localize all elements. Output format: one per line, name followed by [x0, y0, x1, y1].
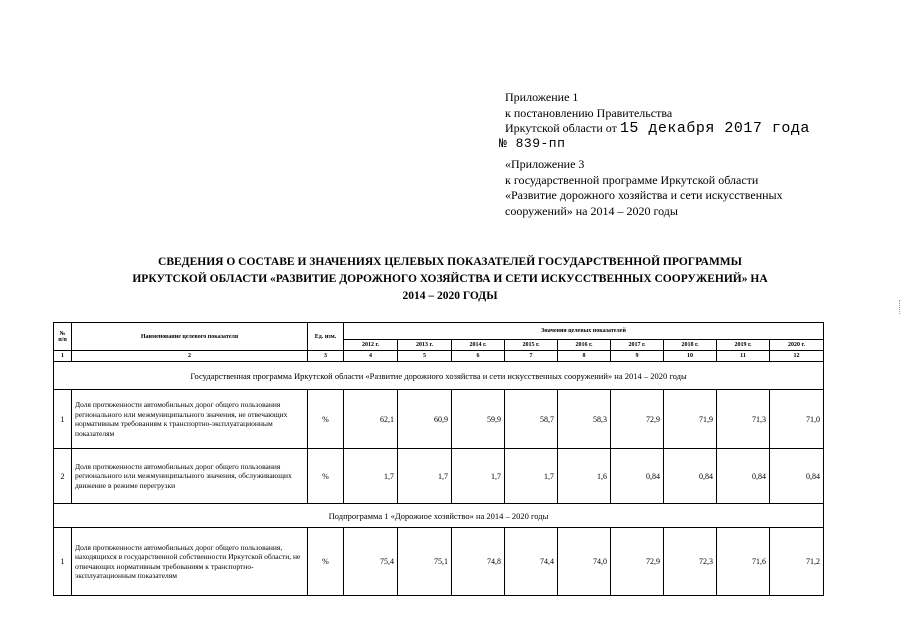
col-number: 2: [72, 351, 308, 362]
indicator-name: Доля протяженности автомобильных дорог общего пользования, находящихся в государственной собственности Иркутской области, не отвечающих нормативным требованиям к транспортно-эксплуатационным показателям: [72, 528, 308, 596]
indicator-value: 71,9: [664, 390, 717, 449]
col-number: 9: [611, 351, 664, 362]
indicator-value: 72,9: [611, 390, 664, 449]
indicator-value: 71,2: [770, 528, 824, 596]
row-number: 2: [54, 449, 72, 504]
indicator-value: 58,3: [558, 390, 611, 449]
row-number: 1: [54, 528, 72, 596]
indicator-value: 58,7: [505, 390, 558, 449]
indicators-table: [53, 322, 824, 596]
indicator-value: 75,1: [398, 528, 452, 596]
year-header: 2018 г.: [664, 340, 717, 351]
program-appendix-line-1: «Приложение 3: [505, 157, 585, 171]
col-header-number: № п/п: [54, 323, 72, 351]
col-header-unit: Ед. изм.: [308, 323, 344, 351]
indicator-value: 1,7: [505, 449, 558, 504]
col-number: 1: [54, 351, 72, 362]
title-line-2: ИРКУТСКОЙ ОБЛАСТИ «РАЗВИТИЕ ДОРОЖНОГО ХОЗЯЙСТВА И СЕТИ ИСКУССТВЕННЫХ СООРУЖЕНИЙ» НА: [132, 273, 768, 285]
indicator-value: 62,1: [344, 390, 398, 449]
indicator-value: 74,8: [452, 528, 505, 596]
appendix-decree-number: № 839-пп: [499, 135, 566, 151]
year-header: 2019 г.: [717, 340, 770, 351]
appendix-date: 15 декабря 2017 года: [619, 120, 810, 137]
indicator-value: 1,7: [398, 449, 452, 504]
appendix-header: [499, 90, 810, 151]
appendix-number: Приложение 1: [505, 90, 579, 104]
col-header-name: Наименование целевого показателя: [72, 323, 308, 351]
table-row: [54, 449, 824, 504]
year-header: 2015 г.: [505, 340, 558, 351]
indicator-value: 59,9: [452, 390, 505, 449]
year-header: 2014 г.: [452, 340, 505, 351]
table-row: [54, 528, 824, 596]
appendix-date-prefix: Иркутской области от: [505, 121, 617, 135]
indicator-value: 0,84: [664, 449, 717, 504]
section-program-heading: Государственная программа Иркутской области «Развитие дорожного хозяйства и сети искусственных сооружений» на 2014 – 2020 годы: [54, 362, 824, 390]
col-number: 8: [558, 351, 611, 362]
col-number: 5: [398, 351, 452, 362]
year-header: 2016 г.: [558, 340, 611, 351]
row-number: 1: [54, 390, 72, 449]
col-header-values: Значения целевых показателей: [344, 323, 824, 340]
indicator-name: Доля протяженности автомобильных дорог общего пользования регионального или межмуниципального значения, обслуживающих движение в режиме перегрузки: [72, 449, 308, 504]
program-appendix-header: [505, 157, 783, 219]
document-title: [40, 254, 860, 305]
title-line-3: 2014 – 2020 ГОДЫ: [402, 290, 498, 302]
year-header: 2012 г.: [344, 340, 398, 351]
indicator-unit: %: [308, 390, 344, 449]
col-number: 10: [664, 351, 717, 362]
indicator-name: Доля протяженности автомобильных дорог общего пользования регионального или межмуниципального значения, не отвечающих нормативным требованиям к транспортно-эксплуатационным показателям: [72, 390, 308, 449]
indicator-value: 71,6: [717, 528, 770, 596]
col-number: 12: [770, 351, 824, 362]
indicator-unit: %: [308, 528, 344, 596]
indicator-value: 72,3: [664, 528, 717, 596]
indicator-value: 75,4: [344, 528, 398, 596]
indicator-unit: %: [308, 449, 344, 504]
year-header: 2020 г.: [770, 340, 824, 351]
indicator-value: 0,84: [611, 449, 664, 504]
program-appendix-line-3: «Развитие дорожного хозяйства и сети искусственных: [505, 188, 783, 202]
year-header: 2013 г.: [398, 340, 452, 351]
indicator-value: 72,9: [611, 528, 664, 596]
year-header: 2017 г.: [611, 340, 664, 351]
col-number: 11: [717, 351, 770, 362]
program-appendix-line-4: сооружений» на 2014 – 2020 годы: [505, 203, 678, 218]
indicator-value: 1,6: [558, 449, 611, 504]
title-line-1: СВЕДЕНИЯ О СОСТАВЕ И ЗНАЧЕНИЯХ ЦЕЛЕВЫХ ПОКАЗАТЕЛЕЙ ГОСУДАРСТВЕННОЙ ПРОГРАММЫ: [158, 256, 742, 268]
indicator-value: 71,3: [717, 390, 770, 449]
col-number: 4: [344, 351, 398, 362]
indicator-value: 0,84: [717, 449, 770, 504]
indicator-value: 74,4: [505, 528, 558, 596]
indicator-value: 1,7: [344, 449, 398, 504]
col-number: 6: [452, 351, 505, 362]
program-appendix-line-2: к государственной программе Иркутской области: [505, 172, 759, 187]
indicator-value: 1,7: [452, 449, 505, 504]
indicator-value: 74,0: [558, 528, 611, 596]
indicator-value: 71,0: [770, 390, 824, 449]
indicator-value: 60,9: [398, 390, 452, 449]
section-subprogram-heading: Подпрограмма 1 «Дорожное хозяйство» на 2014 – 2020 годы: [54, 504, 824, 528]
appendix-decree: к постановлению Правительства: [505, 105, 673, 120]
table-row: [54, 390, 824, 449]
indicator-value: 0,84: [770, 449, 824, 504]
col-number: 7: [505, 351, 558, 362]
scan-mark: [899, 300, 904, 314]
appendix-date-line: [505, 121, 810, 137]
col-number: 3: [308, 351, 344, 362]
